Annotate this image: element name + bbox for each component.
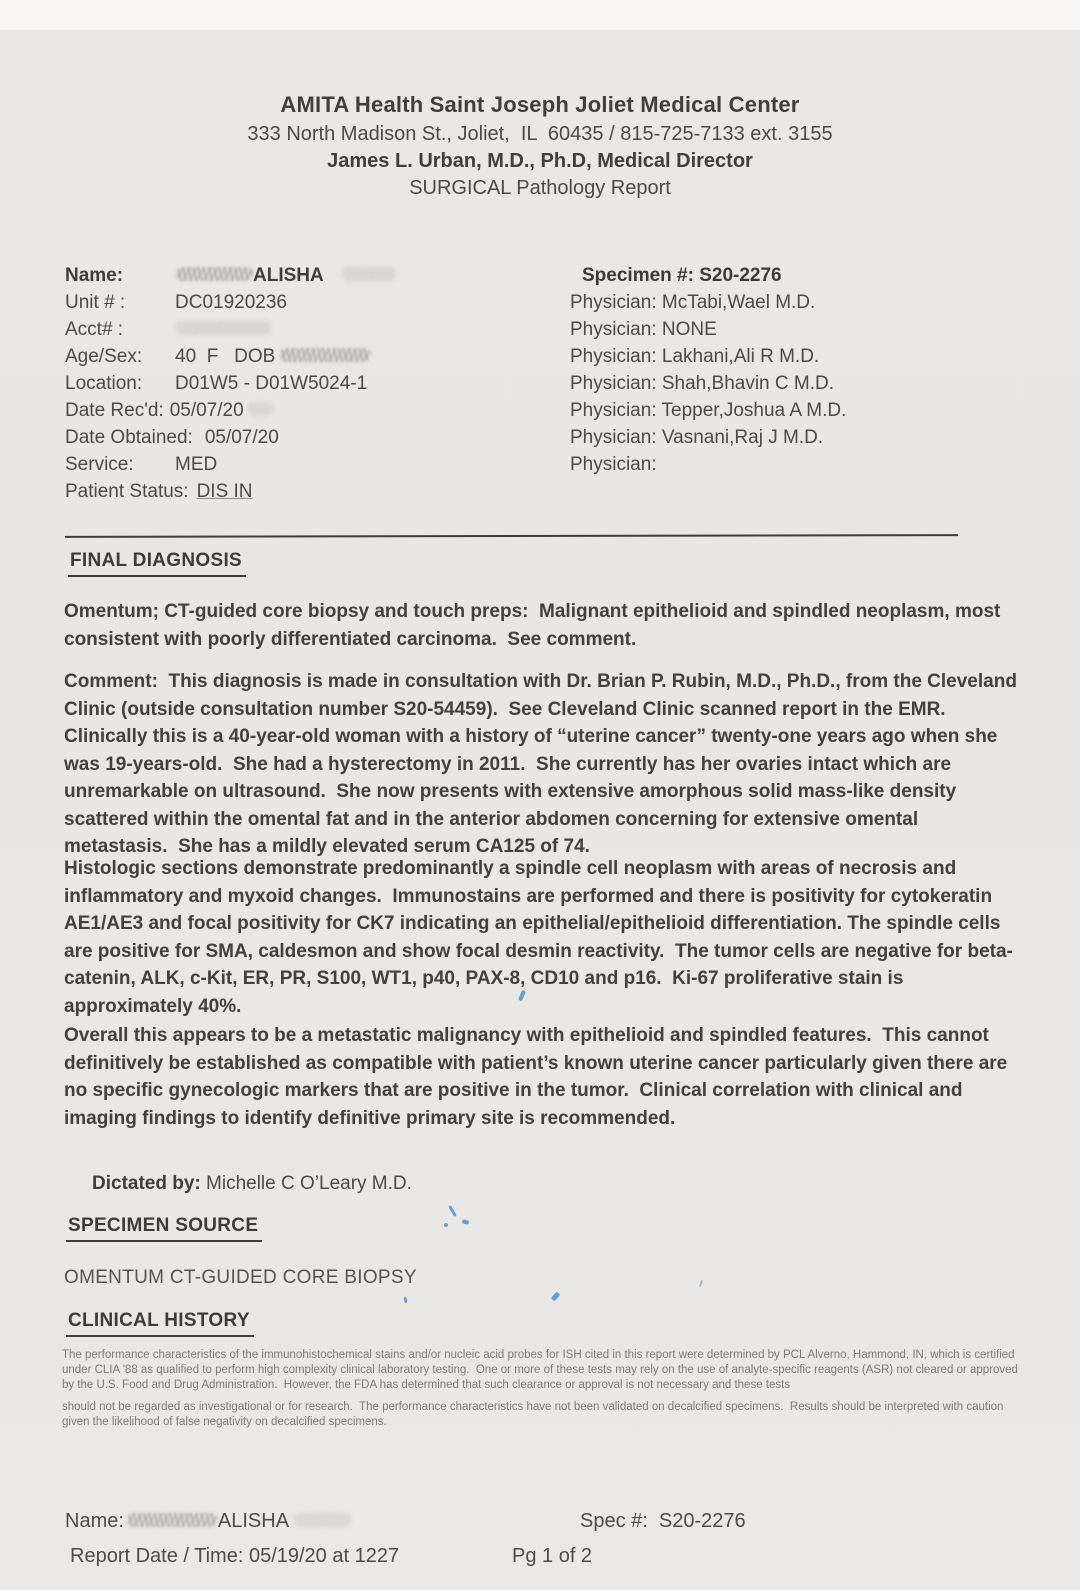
physician-line: Physician: Lakhani,Ali R M.D. [570, 346, 820, 367]
date-recd-label: Date Rec'd: [65, 400, 164, 421]
status-label: Patient Status: [65, 481, 189, 502]
physician-line: Physician: Vasnani,Raj J M.D. [570, 427, 824, 448]
disclaimer-part1: The performance characteristics of the immunohistochemical stains and/or nucleic acid probes for ISH cited in this report were determined by PCL Alverno, Hammond, IN, which is certified under CLIA '88 as qualified to perform high complexity clinical laboratory testing. One or more of these tests may rely on the use of analyte-specific reagents (ASR) not cleared or approved by the U.S. Food and Drug Administration. However, the FDA has determined that such clearance or approval is not necessary and these tests [62, 1349, 1022, 1391]
physician-line: Physician: Tepper,Joshua A M.D. [570, 400, 847, 421]
physician-line: Physician: NONE [570, 319, 717, 340]
specimen-source-value: OMENTUM CT-GUIDED CORE BIOPSY [64, 1267, 417, 1288]
disclaimer-part2: should not be regarded as investigational or for research. The performance characteristics have not been validated on decalcified specimens. Results should be interpreted with caution given the likelihood of false negativity on decalcified specimens. [62, 1401, 1007, 1428]
redaction-scribble [279, 348, 371, 362]
final-diagnosis-heading: FINAL DIAGNOSIS [68, 550, 246, 577]
redaction-scribble [175, 321, 271, 335]
location-value: D01W5 - D01W5024-1 [175, 373, 368, 394]
patient-demographics [65, 262, 565, 505]
date-obtained-row [65, 424, 565, 451]
medical-director: James L. Urban, M.D., Ph.D, Medical Director [327, 150, 753, 172]
diagnosis-paragraph: Omentum; CT-guided core biopsy and touch preps: Malignant epithelioid and spindled neoplasm, most consistent with poorly differentiated carcinoma. See comment. [64, 601, 1006, 650]
age-sex-row [65, 343, 565, 370]
service-value: MED [175, 454, 218, 475]
redaction-scribble [247, 402, 273, 416]
ink-speck [444, 1223, 448, 1227]
date-obtained-label: Date Obtained: [65, 427, 193, 448]
section-divider-line [65, 534, 958, 538]
unit-label: Unit # : [65, 292, 126, 313]
report-type-title: SURGICAL Pathology Report [409, 177, 671, 199]
redaction-scribble [293, 1513, 351, 1527]
physician-line: Physician: Shah,Bhavin C M.D. [570, 373, 835, 394]
summary-paragraph: Overall this appears to be a metastatic malignancy with epithelioid and spindled features. This cannot definitively be established as compatible with patient’s known uterine cancer particularly given there are no specific gynecologic markers that are positive in the tumor. Clinical correlation with clinical and imaging findings to identify definitive primary site is recommended. [64, 1025, 1013, 1129]
unit-row [65, 289, 565, 316]
dictated-by-value: Michelle C O’Leary M.D. [200, 1173, 412, 1194]
name-label: Name: [65, 265, 124, 286]
ink-speck [462, 1219, 470, 1225]
clinical-history-heading: CLINICAL HISTORY [66, 1310, 254, 1337]
date-recd-value: 05/07/20 [169, 400, 244, 421]
redaction-scribble [342, 267, 397, 281]
specimen-physicians [570, 262, 1030, 478]
date-recd-row [65, 397, 565, 424]
facility-name: AMITA Health Saint Joseph Joliet Medical Center [280, 92, 800, 117]
acct-row [65, 316, 565, 343]
dictated-by-label: Dictated by: [92, 1173, 201, 1194]
footer-spec-number: Spec #: S20-2276 [580, 1510, 746, 1532]
physician-line: Physician: [570, 454, 657, 475]
acct-label: Acct# : [65, 319, 124, 340]
redaction-scribble [175, 267, 253, 281]
service-row [65, 451, 565, 478]
ink-speck [403, 1297, 407, 1303]
service-label: Service: [65, 454, 134, 475]
specimen-number: Specimen #: S20-2276 [582, 265, 782, 286]
letterhead [0, 92, 1080, 200]
comment-paragraph: Comment: This diagnosis is made in consultation with Dr. Brian P. Rubin, M.D., Ph.D., from the Cleveland Clinic (outside consultation number S20-54459). See Cleveland Clinic scanned report in the EMR. Clinically this is a 40-year-old woman with a history of “uterine cancer” twenty-one years ago when she was 19-years-old. She had a hysterectomy in 2011. She currently has her ovaries intact which are unremarkable on ultrasound. She now presents with extensive amorphous solid mass-like density scattered within the omental fat and in the anterior abdomen concerning for extensive omental metastasis. She has a mildly elevated serum CA125 of 74. [64, 671, 1023, 857]
specimen-source-heading: SPECIMEN SOURCE [66, 1215, 262, 1242]
ink-speck [699, 1280, 703, 1287]
ink-speck [448, 1205, 457, 1217]
age-sex-label: Age/Sex: [65, 346, 143, 367]
physician-line: Physician: McTabi,Wael M.D. [570, 292, 816, 313]
dictated-by-line [92, 1173, 412, 1195]
footer-page-number: Pg 1 of 2 [512, 1545, 593, 1567]
footer-name-line [65, 1510, 351, 1533]
ink-speck [551, 1291, 561, 1301]
redaction-scribble [126, 1513, 218, 1527]
location-label: Location: [65, 373, 143, 394]
histology-paragraph: Histologic sections demonstrate predominantly a spindle cell neoplasm with areas of necrosis and inflammatory and myxoid changes. Immunostains are performed and there is positivity for cytokeratin AE1/AE3 and focal positivity for CK7 indicating an epithelial/epithelioid differentiation. The spindle cells are positive for SMA, caldesmon and show focal desmin reactivity. The tumor cells are negative for beta-catenin, ALK, c-Kit, ER, PR, S100, WT1, p40, PAX-8, CD10 and p16. Ki-67 proliferative stain is approximately 40%. [64, 858, 1013, 1017]
facility-address: 333 North Madison St., Joliet, IL 60435 / 815-725-7133 ext. 3155 [247, 123, 833, 145]
footer-name-value: ALISHA [217, 1510, 290, 1532]
unit-value: DC01920236 [175, 292, 287, 313]
footer-name-label: Name: [65, 1510, 124, 1532]
patient-status-row [65, 478, 565, 505]
footer-report-datetime: Report Date / Time: 05/19/20 at 1227 [70, 1545, 400, 1567]
name-value: ALISHA [253, 265, 324, 286]
status-value: DIS IN [196, 481, 253, 502]
location-row [65, 370, 565, 397]
patient-name-row [65, 262, 565, 289]
date-obtained-value: 05/07/20 [204, 427, 279, 448]
scanned-report-page [0, 30, 1080, 1590]
age-sex-value: 40 F DOB [175, 346, 276, 367]
